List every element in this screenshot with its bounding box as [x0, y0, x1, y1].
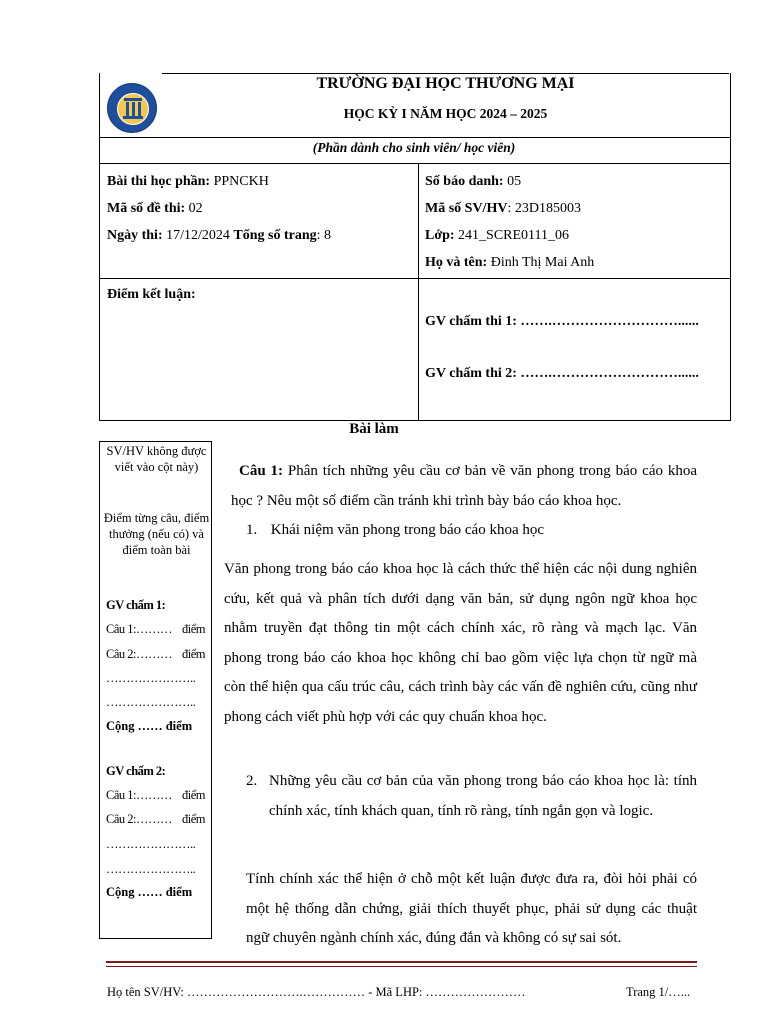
university-logo: [107, 83, 157, 133]
list-text: Khái niệm văn phong trong báo cáo khoa học: [270, 522, 545, 538]
list-number: 2.: [246, 773, 258, 789]
list-item-1: [246, 516, 697, 546]
q1-score-line: Câu 1:………: [106, 788, 172, 802]
score-unit: điểm: [182, 788, 205, 802]
blank-line: …………………..: [106, 837, 196, 851]
class-row: Lớp: 241_SCRE0111_06: [425, 228, 570, 243]
grader-2-line: GV chấm thi 2: …….………………………......: [425, 366, 699, 381]
exam-info: [107, 168, 331, 249]
student-section-note: (Phần dành cho sinh viên/ học viên): [312, 140, 516, 155]
q2-score-line: Câu 2:………: [106, 812, 172, 826]
side-note-2: Điểm từng câu, điểm thưởng (nếu có) và điểm toàn bài: [103, 511, 210, 557]
score-unit: điểm: [182, 812, 205, 826]
candidate-number-row: Số báo danh: 05: [425, 174, 522, 189]
final-score-label: Điểm kết luận:: [107, 287, 196, 302]
row-divider: [100, 137, 730, 138]
list-item-2: Những yêu cầu cơ bản của văn phong trong báo cáo khoa học là: tính chính xác, tính khách quan, tính rõ ràng, tính ngắn gọn và logic.: [269, 773, 697, 819]
paragraph-accuracy: Tính chính xác thể hiện ở chỗ một kết luận được đưa ra, đòi hỏi phải có một hệ thống dẫn chứng, giải thích thuyết phục, phải sử dụng các thuật ngữ chuyên ngành chính xác, đúng đắn và không có sự sai sót.: [246, 871, 697, 946]
q1-score-line: Câu 1:………: [106, 622, 172, 636]
blank-line: …………………..: [106, 862, 196, 876]
list-number: 1.: [246, 522, 258, 538]
student-id-row: Mã số SV/HV: 23D185003: [425, 201, 581, 216]
grader-2-title: GV chấm 2:: [106, 764, 166, 778]
total-score-line: Cộng …… điểm: [106, 719, 193, 733]
semester-title: HỌC KỲ I NĂM HỌC 2024 – 2025: [343, 106, 548, 121]
footer-rule: [106, 961, 697, 963]
blank-line: …………………..: [106, 671, 196, 685]
student-name-row: Họ và tên: Đinh Thị Mai Anh: [425, 255, 595, 270]
footer-rule-thin: [106, 966, 697, 967]
side-note-1: SV/HV không được viết vào cột này): [106, 444, 207, 474]
grader-1-line: GV chấm thi 1: …….………………………......: [425, 314, 699, 329]
paragraph-definition: Văn phong trong báo cáo khoa học là cách thức thể hiện các nội dung nghiên cứu, kết quả và phân tích dưới dạng văn bản, sử dụng ngôn ngữ khoa học nhằm truyền đạt thông tin một cách chính xác, rõ ràng và mạch lạc. Văn phong trong báo cáo khoa học không chỉ bao gồm việc lựa chọn từ ngữ mà còn thể hiện qua cấu trúc câu, cách trình bày các vấn đề nghiên cứu, cũng như phong cách viết phù hợp với các quy chuẩn khoa học.: [224, 561, 697, 725]
page-number: Trang 1/…...: [626, 985, 691, 999]
logo-emblem-icon: [117, 93, 149, 125]
score-unit: điểm: [182, 647, 205, 661]
score-unit: điểm: [182, 622, 205, 636]
row-divider: [100, 163, 730, 164]
school-name: TRƯỜNG ĐẠI HỌC THƯƠNG MẠI: [316, 75, 575, 92]
student-info: [425, 168, 594, 276]
total-score-line: Cộng …… điểm: [106, 885, 193, 899]
question-1: Câu 1: Phân tích những yêu cầu cơ bản về văn phong trong báo cáo khoa học ? Nêu một số điểm cần tránh khi trình bày báo cáo khoa học.: [231, 463, 698, 509]
exam-date-row: Ngày thi: 17/12/2024 Tổng số trang: 8: [107, 228, 332, 243]
course-row: Bài thi học phần: PPNCKH: [107, 174, 269, 189]
footer-student-name: Họ tên SV/HV: ……………………….…………… - Mã LHP: ……………………: [107, 985, 526, 999]
column-divider: [418, 163, 419, 420]
section-title: Bài làm: [349, 421, 399, 437]
grader-1-title: GV chấm 1:: [106, 598, 166, 612]
scoring-column: [99, 441, 212, 939]
blank-line: …………………..: [106, 695, 196, 709]
q2-score-line: Câu 2:………: [106, 647, 172, 661]
row-divider: [100, 278, 730, 279]
exam-code-row: Mã số đề thi: 02: [107, 201, 203, 216]
